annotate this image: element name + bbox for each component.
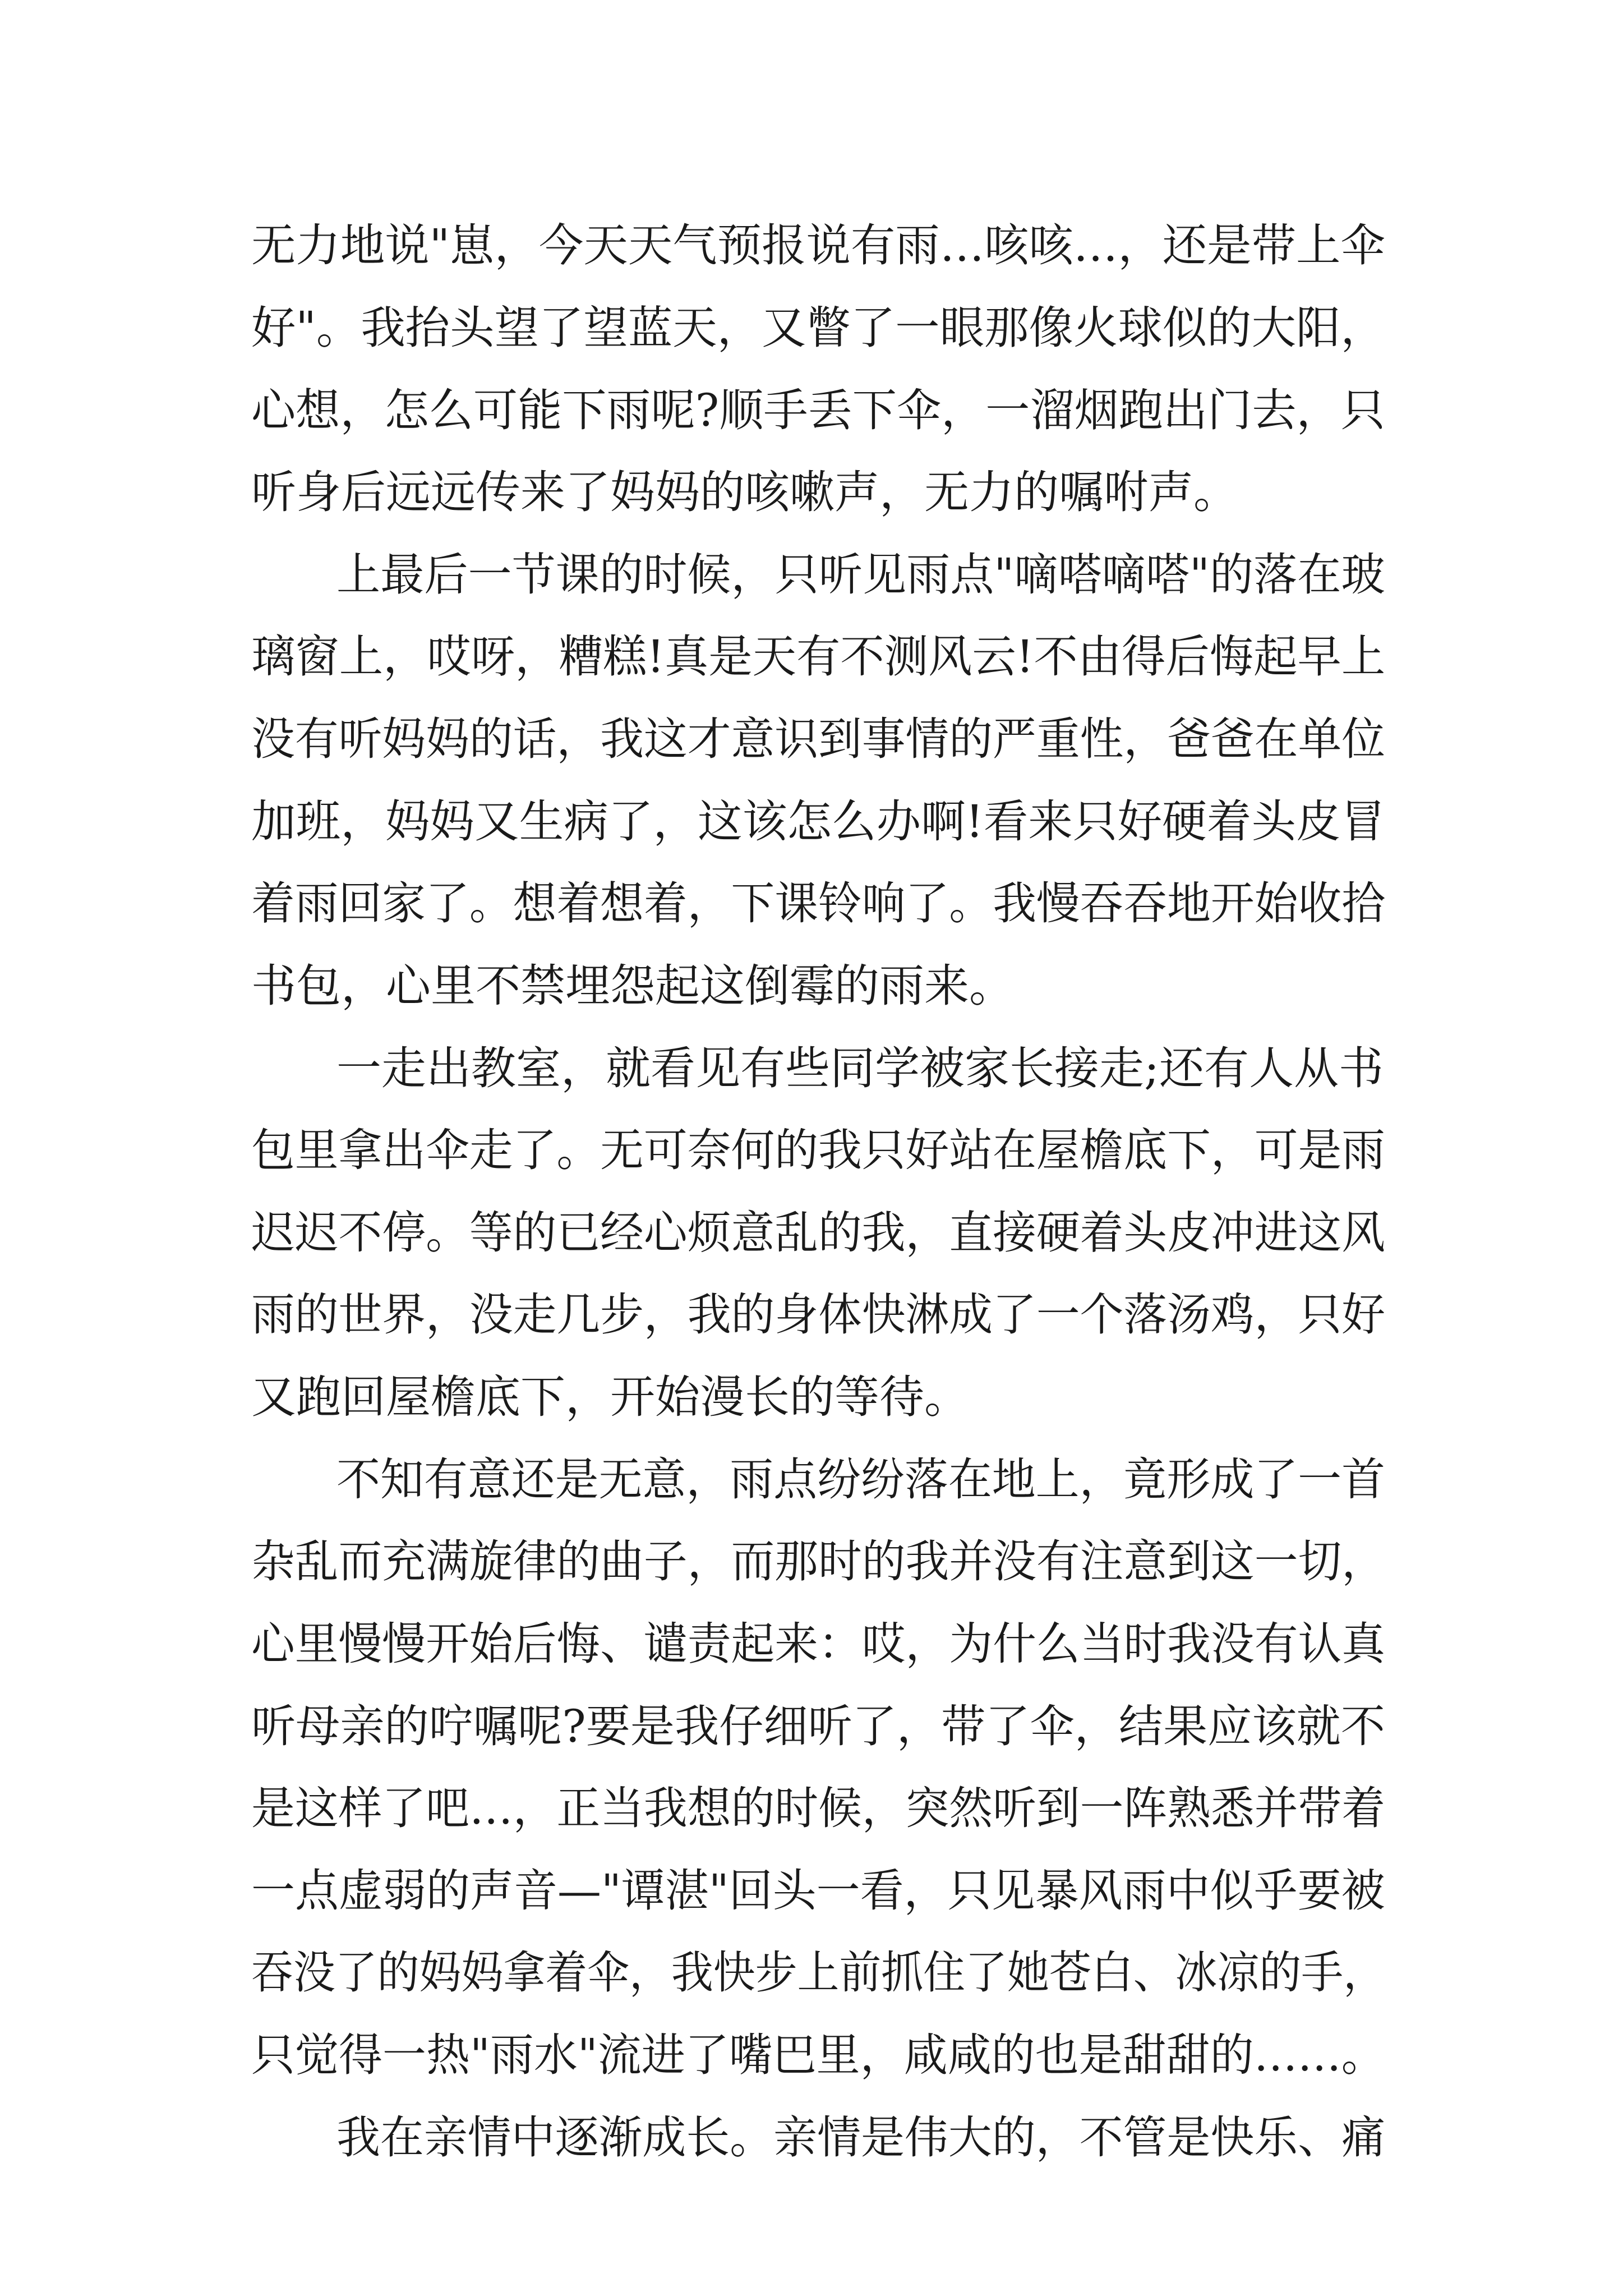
text-line: 迟迟不停。等的已经心烦意乱的我，直接硬着头皮冲进这风 bbox=[251, 1207, 1385, 1259]
text-line: 听母亲的咛嘱呢?要是我仔细听了，带了伞，结果应该就不 bbox=[251, 1700, 1385, 1752]
text-line: 心里慢慢开始后悔、谴责起来：哎，为什么当时我没有认真 bbox=[251, 1618, 1385, 1670]
text-line: 听身后远远传来了妈妈的咳嗽声，无力的嘱咐声。 bbox=[251, 466, 1238, 518]
text-line: 心想，怎么可能下雨呢?顺手丢下伞，一溜烟跑出门去，只 bbox=[251, 384, 1385, 436]
text-line: 好"。我抬头望了望蓝天，又瞥了一眼那像火球似的大阳， bbox=[251, 302, 1385, 354]
text-line: 一点虚弱的声音—"谭湛"回头一看，只见暴风雨中似乎要被 bbox=[251, 1865, 1385, 1917]
text-line: 没有听妈妈的话，我这才意识到事情的严重性，爸爸在单位 bbox=[251, 713, 1385, 765]
text-line: 包里拿出伞走了。无可奈何的我只好站在屋檐底下，可是雨 bbox=[251, 1124, 1385, 1176]
text-line: 吞没了的妈妈拿着伞，我快步上前抓住了她苍白、冰凉的手， bbox=[251, 1947, 1385, 1999]
text-line: 又跑回屋檐底下，开始漫长的等待。 bbox=[251, 1371, 969, 1423]
text-line: 只觉得一热"雨水"流进了嘴巴里，咸咸的也是甜甜的……。 bbox=[251, 2029, 1385, 2081]
text-line: 加班，妈妈又生病了，这该怎么办啊!看来只好硬着头皮冒 bbox=[251, 795, 1386, 848]
paragraph-start-line: 我在亲情中逐渐成长。亲情是伟大的，不管是快乐、痛 bbox=[336, 2111, 1385, 2164]
text-line: 无力地说"崽，今天天气预报说有雨…咳咳…，还是带上伞 bbox=[251, 219, 1385, 272]
text-line: 书包，心里不禁埋怨起这倒霉的雨来。 bbox=[251, 960, 1014, 1012]
text-line: 杂乱而充满旋律的曲子，而那时的我并没有注意到这一切， bbox=[251, 1535, 1385, 1588]
paragraph-start-line: 上最后一节课的时候，只听见雨点"嘀嗒嘀嗒"的落在玻 bbox=[336, 549, 1385, 601]
text-line: 着雨回家了。想着想着，下课铃响了。我慢吞吞地开始收拾 bbox=[251, 877, 1385, 930]
text-line: 雨的世界，没走几步，我的身体快淋成了一个落汤鸡，只好 bbox=[251, 1289, 1385, 1341]
paragraph-start-line: 一走出教室，就看见有些同学被家长接走;还有人从书 bbox=[336, 1042, 1384, 1094]
text-line: 是这样了吧…，正当我想的时候，突然听到一阵熟悉并带着 bbox=[251, 1782, 1385, 1834]
paragraph-start-line: 不知有意还是无意，雨点纷纷落在地上，竟形成了一首 bbox=[336, 1453, 1385, 1506]
text-line: 璃窗上，哎呀，糟糕!真是天有不测风云!不由得后悔起早上 bbox=[251, 631, 1386, 683]
